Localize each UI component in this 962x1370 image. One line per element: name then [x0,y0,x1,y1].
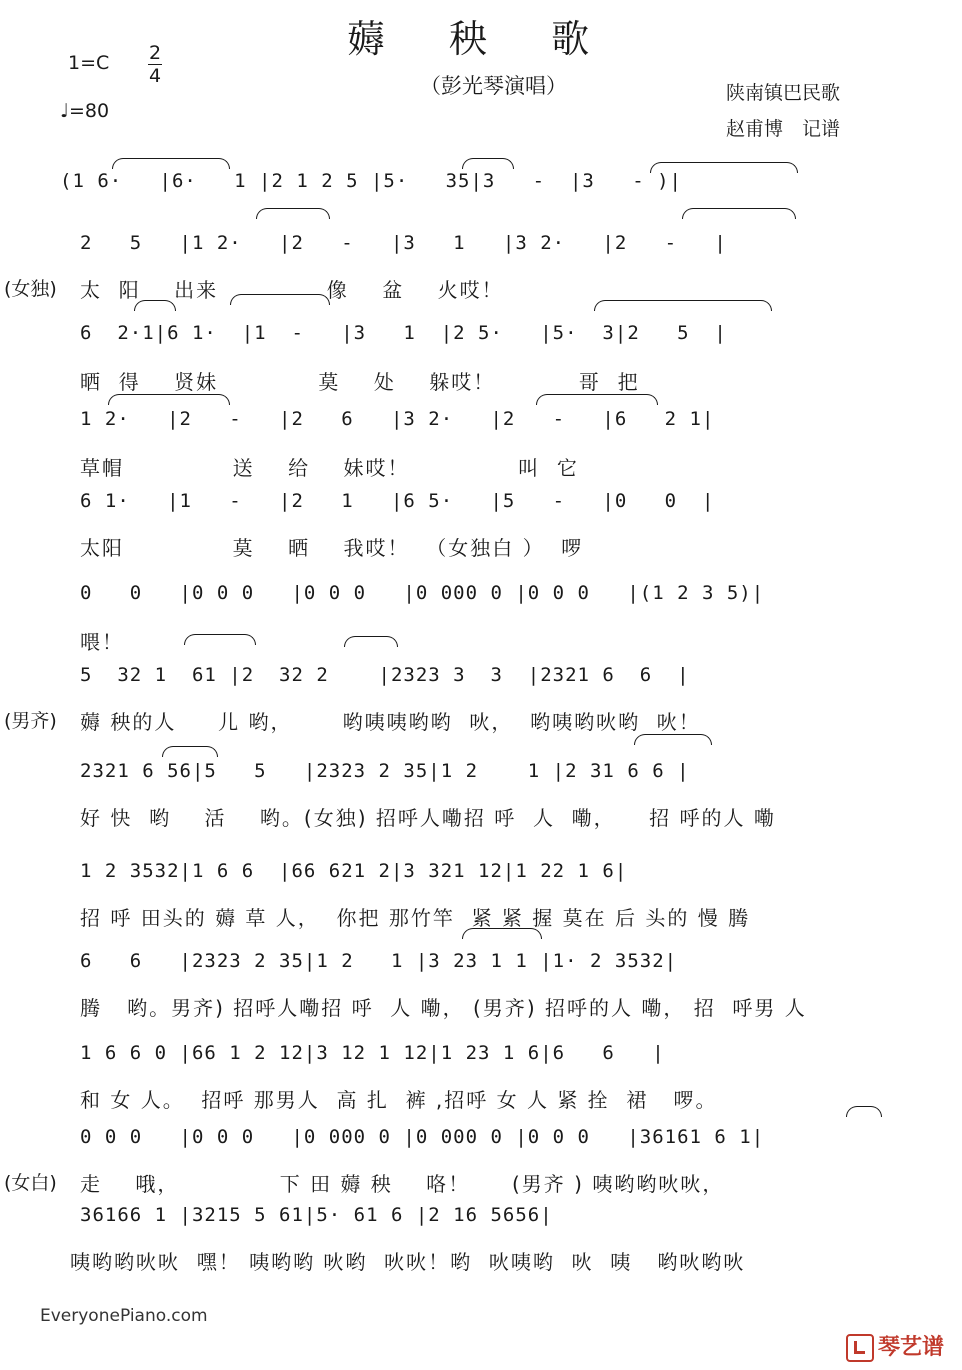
lyric-line: 好 快 哟 活 哟。(女独) 招呼人嘞招 呼 人 嘞， 招 呼的人 嘞 [80,806,776,830]
notes-line: 6 2·1|6 1· |1 - |3 1 |2 5· |5· 3|2 5 | [80,322,727,344]
role-label: (女独) [4,278,57,300]
lyric-line: 腾 哟。男齐) 招呼人嘞招 呼 人 嘞， (男齐) 招呼的人 嘞， 招 呼男 人 [80,996,807,1020]
notes-line: 2321 6 56|5 5 |2323 2 35|1 2 1 |2 31 6 6 | [80,760,690,782]
lyric-line: 薅 秧的人 儿 哟， 哟咦咦哟哟 吙， 哟咦哟吙哟 吙！ [80,710,701,734]
notes-line: 36166 1 |3215 5 61|5· 61 6 |2 16 5656| [80,1204,553,1226]
lyric-line: 招 呼 田头的 薅 草 人， 你把 那竹竿 紧 紧 握 莫在 后 头的 慢 腾 [80,906,751,930]
tie-mark [462,928,542,939]
lyric-line: 咦哟哟吙吙 嘿！ 咦哟哟 吙哟 吙吙！哟 吙咦哟 吙 咦 哟吙哟吙 [70,1250,746,1274]
site-watermark[interactable]: EveryonePiano.com [40,1306,208,1326]
tie-mark [344,636,398,647]
tie-mark [634,734,712,745]
song-title: 薅 秧 歌 [346,17,616,61]
performer-credit: （彭光琴演唱） [420,74,567,98]
lyric-line: 太阳 莫 晒 我哎！ （女独白 ） 啰 [80,536,584,560]
time-signature [148,42,162,87]
lyric-line: 草帽 送 给 妹哎！ 叫 它 [80,456,579,480]
tie-mark [682,208,796,219]
lyric-line: 太 阳 出来 像 盆 火哎！ [80,278,504,302]
tie-mark [108,394,230,405]
tie-mark [230,294,330,305]
notes-line: 0 0 0 |0 0 0 |0 000 0 |0 000 0 |0 0 0 |36161 6 1| [80,1126,765,1148]
notes-line: (1 6· |6· 1 |2 1 2 5 |5· 35|3 - |3 - )| [60,170,682,192]
key-signature: 1=C [68,52,110,74]
lyric-line: 喂！ [80,630,124,654]
score-recorder: 赵甫博 记谱 [726,118,841,140]
role-label: (女白) [4,1172,57,1194]
notes-line: 1 2 3532|1 6 6 |66 621 2|3 321 12|1 22 1 6| [80,860,628,882]
tie-mark [184,634,256,645]
lyric-line: 和 女 人。 招呼 那男人 高 扎 裤 ,招呼 女 人 紧 拴 裙 啰。 [80,1088,718,1112]
tie-mark [594,300,772,311]
logo-icon [846,1334,874,1362]
notes-line: 1 2· |2 - |2 6 |3 2· |2 - |6 2 1| [80,408,715,430]
tie-mark [462,158,514,169]
meter-top: 2 [148,42,162,64]
notes-line: 2 5 |1 2· |2 - |3 1 |3 2· |2 - | [80,232,727,254]
notes-line: 6 1· |1 - |2 1 |6 5· |5 - |0 0 | [80,490,715,512]
tie-mark [162,746,218,757]
tie-mark [134,300,176,311]
notes-line: 0 0 |0 0 0 |0 0 0 |0 000 0 |0 0 0 |(1 2 3 5)| [80,582,765,604]
meter-bottom: 4 [148,65,162,87]
tie-mark [112,158,230,169]
notes-line: 1 6 6 0 |66 1 2 12|3 12 1 12|1 23 1 6|6 6 | [80,1042,665,1064]
lyric-line: 走 哦， 下 田 薅 秧 咯！ (男齐 ) 咦哟哟吙吙， [80,1172,725,1196]
brand-logo [846,1330,944,1362]
logo-text: 琴艺谱 [878,1335,945,1360]
notes-line: 6 6 |2323 2 35|1 2 1 |3 23 1 1 |1· 2 3532| [80,950,678,972]
song-origin: 陕南镇巴民歌 [726,82,841,104]
tie-mark [846,1106,882,1117]
role-label: (男齐) [4,710,57,732]
notes-line: 5 32 1 61 |2 32 2 |2323 3 3 |2321 6 6 | [80,664,690,686]
tempo-marking: ♩=80 [60,100,110,122]
tie-mark [536,394,658,405]
tie-mark [256,208,330,219]
lyric-line: 晒 得 贤妹 莫 处 躲哎！ 哥 把 [80,370,640,394]
